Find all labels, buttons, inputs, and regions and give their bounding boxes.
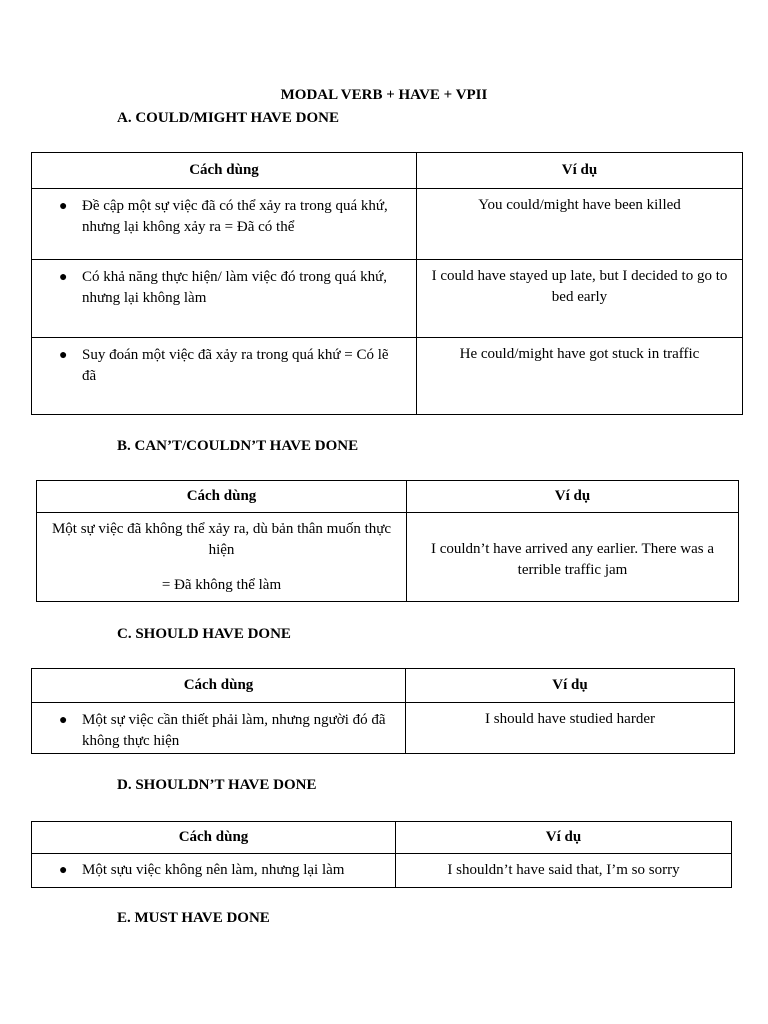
- usage-cell: [32, 338, 417, 415]
- section-a-heading: A. COULD/MIGHT HAVE DONE: [117, 110, 339, 126]
- table-row: [32, 854, 732, 888]
- bullet-icon: ●: [59, 713, 68, 728]
- column-header-example: Ví dụ: [396, 822, 732, 854]
- table-row: [37, 513, 739, 602]
- usage-text: Một sựu việc không nên làm, nhưng lại làm: [82, 862, 345, 878]
- example-text: I should have studied harder: [406, 703, 735, 754]
- column-header-usage: Cách dùng: [32, 153, 417, 189]
- usage-cell: [37, 513, 407, 602]
- section-d-table: [31, 821, 732, 888]
- usage-cell: [32, 703, 406, 754]
- usage-cell: [32, 189, 417, 260]
- bullet-icon: ●: [59, 270, 68, 285]
- usage-text: Một sự việc cần thiết phải làm, nhưng người đó đã không thực hiện: [82, 712, 386, 749]
- table-header-row: [32, 153, 743, 189]
- section-a-table: [31, 152, 743, 415]
- usage-cell: [32, 260, 417, 338]
- example-text: I could have stayed up late, but I decided to go to bed early: [417, 260, 743, 338]
- column-header-example: Ví dụ: [406, 669, 735, 703]
- usage-equivalent-text: = Đã không thể làm: [161, 577, 282, 593]
- example-text: He could/might have got stuck in traffic: [417, 338, 743, 415]
- table-header-row: [37, 481, 739, 513]
- section-d-heading: D. SHOULDN’T HAVE DONE: [117, 777, 317, 793]
- bullet-icon: ●: [59, 199, 68, 214]
- usage-text: Một sự việc đã không thể xảy ra, dù bản thân muốn thực hiện: [51, 521, 392, 558]
- example-text: You could/might have been killed: [417, 189, 743, 260]
- usage-cell: [32, 854, 396, 888]
- usage-text: Suy đoán một việc đã xảy ra trong quá khứ = Có lẽ đã: [82, 347, 389, 384]
- example-text: I couldn’t have arrived any earlier. There was a terrible traffic jam: [407, 513, 739, 602]
- section-b-heading: B. CAN’T/COULDN’T HAVE DONE: [117, 438, 359, 454]
- page-title: MODAL VERB + HAVE + VPII: [280, 87, 488, 103]
- section-c-table: [31, 668, 735, 754]
- section-b-table: [36, 480, 739, 602]
- column-header-usage: Cách dùng: [32, 822, 396, 854]
- column-header-usage: Cách dùng: [37, 481, 407, 513]
- column-header-usage: Cách dùng: [32, 669, 406, 703]
- bullet-icon: ●: [59, 863, 68, 878]
- section-c-heading: C. SHOULD HAVE DONE: [117, 626, 291, 642]
- table-row: [32, 703, 735, 754]
- column-header-example: Ví dụ: [417, 153, 743, 189]
- table-row: [32, 338, 743, 415]
- usage-text: Đề cập một sự việc đã có thể xảy ra trong quá khứ, nhưng lại không xảy ra = Đã có thể: [82, 198, 388, 235]
- bullet-icon: ●: [59, 348, 68, 363]
- column-header-example: Ví dụ: [407, 481, 739, 513]
- section-e-heading: E. MUST HAVE DONE: [117, 910, 270, 926]
- table-header-row: [32, 822, 732, 854]
- table-header-row: [32, 669, 735, 703]
- usage-text: Có khả năng thực hiện/ làm việc đó trong quá khứ, nhưng lại không làm: [82, 269, 387, 306]
- example-text: I shouldn’t have said that, I’m so sorry: [396, 854, 732, 888]
- table-row: [32, 260, 743, 338]
- table-row: [32, 189, 743, 260]
